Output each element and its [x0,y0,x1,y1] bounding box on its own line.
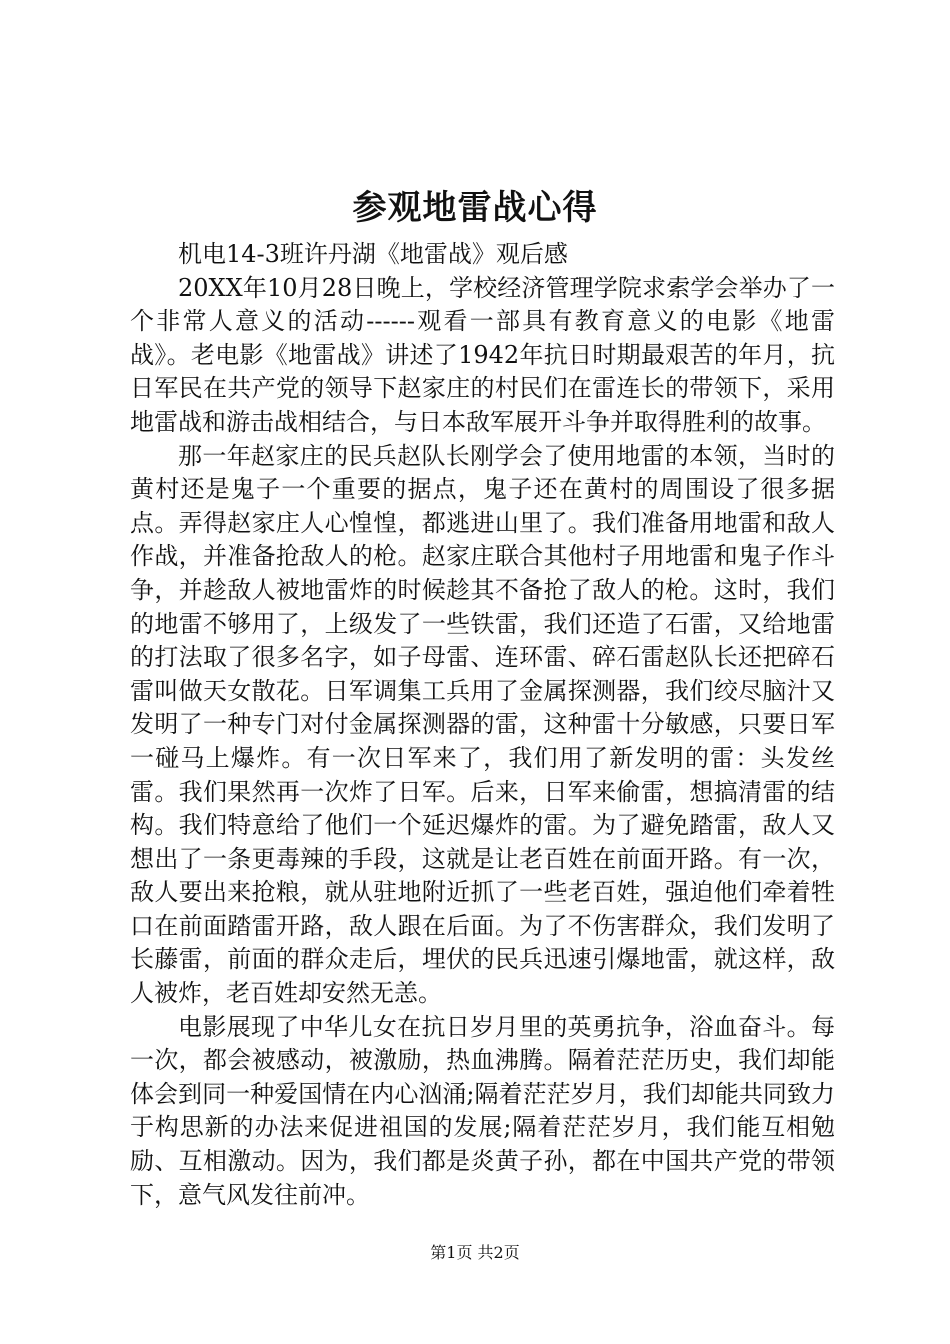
paragraph-story: 那一年赵家庄的民兵赵队长刚学会了使用地雷的本领，当时的黄村还是鬼子一个重要的据点，鬼子还在黄村的周围设了很多据点。弄得赵家庄人心惶惶，都逃进山里了。我们准备用地雷和敌人作战，并准备抢敌人的枪。赵家庄联合其他村子用地雷和鬼子作斗争，并趁敌人被地雷炸的时候趁其不备抢了敌人的枪。这时，我们的地雷不够用了，上级发了一些铁雷，我们还造了石雷，又给地雷的打法取了很多名字，如子母雷、连环雷、碎石雷赵队长还把碎石雷叫做天女散花。日军调集工兵用了金属探测器，我们绞尽脑汁又发明了一种专门对付金属探测器的雷，这种雷十分敏感，只要日军一碰马上爆炸。有一次日军来了，我们用了新发明的雷：头发丝雷。我们果然再一次炸了日军。后来，日军来偷雷，想搞清雷的结构。我们特意给了他们一个延迟爆炸的雷。为了避免踏雷，敌人又想出了一条更毒辣的手段，这就是让老百姓在前面开路。有一次，敌人要出来抢粮，就从驻地附近抓了一些老百姓，强迫他们牵着牲口在前面踏雷开路，敌人跟在后面。为了不伤害群众，我们发明了长藤雷，前面的群众走后，埋伏的民兵迅速引爆地雷，就这样，敌人被炸，老百姓却安然无恙。 [130,441,835,1008]
page-title: 参观地雷战心得 [352,188,598,228]
page-number-footer: 第1页 共2页 [430,1243,520,1262]
paragraph-reflection: 电影展现了中华儿女在抗日岁月里的英勇抗争，浴血奋斗。每一次，都会被感动，被激励，热血沸腾。隔着茫茫历史，我们却能体会到同一种爱国情在内心汹涌;隔着茫茫岁月，我们却能共同致力于构思新的办法来促进祖国的发展;隔着茫茫岁月，我们能互相勉励、互相激动。因为，我们都是炎黄子孙，都在中国共产党的带领下，意气风发往前冲。 [130,1012,835,1209]
document-body [130,238,835,1212]
paragraph-subtitle: 机电14-3班许丹湖《地雷战》观后感 [178,240,568,268]
paragraph-intro: 20XX年10月28日晚上，学校经济管理学院求索学会举办了一个非常人意义的活动------观看一部具有教育意义的电影《地雷战》。老电影《地雷战》讲述了1942年抗日时期最艰苦的年月，抗日军民在共产党的领导下赵家庄的村民们在雷连长的带领下，采用地雷战和游击战相结合，与日本敌军展开斗争并取得胜利的故事。 [130,273,835,436]
